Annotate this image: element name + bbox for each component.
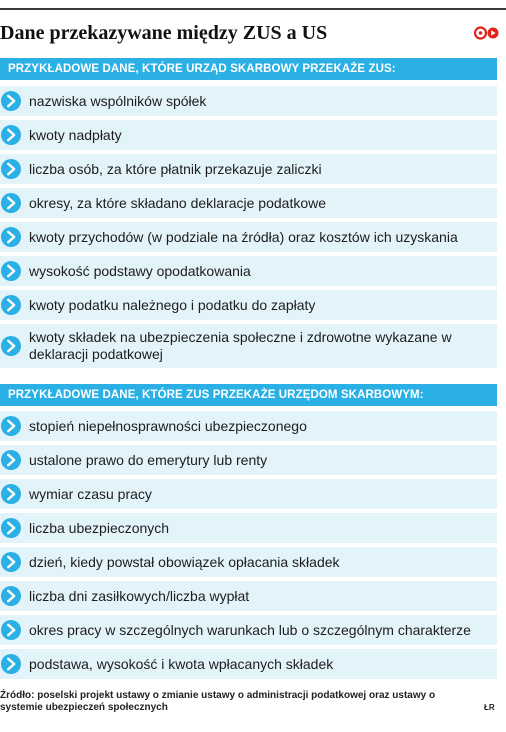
list-zus-to-us — [0, 411, 497, 683]
item-text: kwoty podatku należnego i podatku do zapłaty — [29, 296, 316, 313]
item-text: wysokość podstawy opodatkowania — [29, 262, 251, 279]
list-item — [0, 154, 497, 184]
list-item — [0, 290, 497, 320]
item-text: liczba osób, za które płatnik przekazuje zaliczki — [29, 160, 322, 177]
list-item — [0, 411, 497, 441]
item-text: nazwiska wspólników spółek — [29, 92, 207, 109]
source-note: Źródło: poselski projekt ustawy o zmianie ustawy o administracji podatkowej oraz ustawy o systemie ubezpieczeń społecznych — [0, 690, 436, 713]
arrow-right-icon — [0, 517, 22, 539]
section-header-zus-to-us: PRZYKŁADOWE DANE, KTÓRE ZUS PRZEKAŻE URZĘDOM SKARBOWYM: — [0, 384, 497, 406]
list-us-to-zus — [0, 86, 497, 372]
item-text: stopień niepełnosprawności ubezpieczonego — [29, 417, 307, 434]
arrow-right-icon — [0, 335, 22, 357]
item-text: podstawa, wysokość i kwota wpłacanych składek — [29, 655, 334, 672]
item-text: okres pracy w szczególnych warunkach lub o szczególnym charakterze — [29, 621, 471, 638]
item-text: dzień, kiedy powstał obowiązek opłacania składek — [29, 553, 340, 570]
author-credit: ŁR — [484, 703, 495, 712]
item-text: kwoty składek na ubezpieczenia społeczne i zdrowotne wykazane w deklaracji podatkowej — [29, 329, 452, 362]
list-item — [0, 188, 497, 218]
arrow-right-icon — [0, 294, 22, 316]
arrow-right-icon — [0, 585, 22, 607]
list-item — [0, 120, 497, 150]
list-item — [0, 222, 497, 252]
publisher-logo-icon — [474, 26, 500, 40]
arrow-right-icon — [0, 551, 22, 573]
item-text: liczba dni zasiłkowych/liczba wypłat — [29, 587, 250, 604]
arrow-right-icon — [0, 449, 22, 471]
item-text: ustalone prawo do emerytury lub renty — [29, 451, 268, 468]
list-item — [0, 513, 497, 543]
list-item — [0, 547, 497, 577]
arrow-right-icon — [0, 260, 22, 282]
list-item — [0, 615, 497, 645]
arrow-right-icon — [0, 415, 22, 437]
item-text: wymiar czasu pracy — [29, 485, 152, 502]
page-title: Dane przekazywane między ZUS a US — [0, 22, 328, 44]
top-rule — [0, 8, 506, 10]
list-item — [0, 324, 497, 368]
arrow-right-icon — [0, 619, 22, 641]
list-item — [0, 479, 497, 509]
arrow-right-icon — [0, 90, 22, 112]
arrow-right-icon — [0, 192, 22, 214]
list-item — [0, 256, 497, 286]
list-item — [0, 581, 497, 611]
item-text: kwoty przychodów (w podziale na źródła) oraz kosztów ich uzyskania — [29, 228, 458, 245]
item-text: kwoty nadpłaty — [29, 126, 122, 143]
arrow-right-icon — [0, 483, 22, 505]
arrow-right-icon — [0, 158, 22, 180]
section-header-us-to-zus: PRZYKŁADOWE DANE, KTÓRE URZĄD SKARBOWY PRZEKAŻE ZUS: — [0, 58, 497, 80]
item-text: liczba ubezpieczonych — [29, 519, 170, 536]
arrow-right-icon — [0, 226, 22, 248]
arrow-right-icon — [0, 653, 22, 675]
list-item — [0, 86, 497, 116]
arrow-right-icon — [0, 124, 22, 146]
list-item — [0, 649, 497, 679]
list-item — [0, 445, 497, 475]
item-text: okresy, za które składano deklaracje podatkowe — [29, 194, 327, 211]
